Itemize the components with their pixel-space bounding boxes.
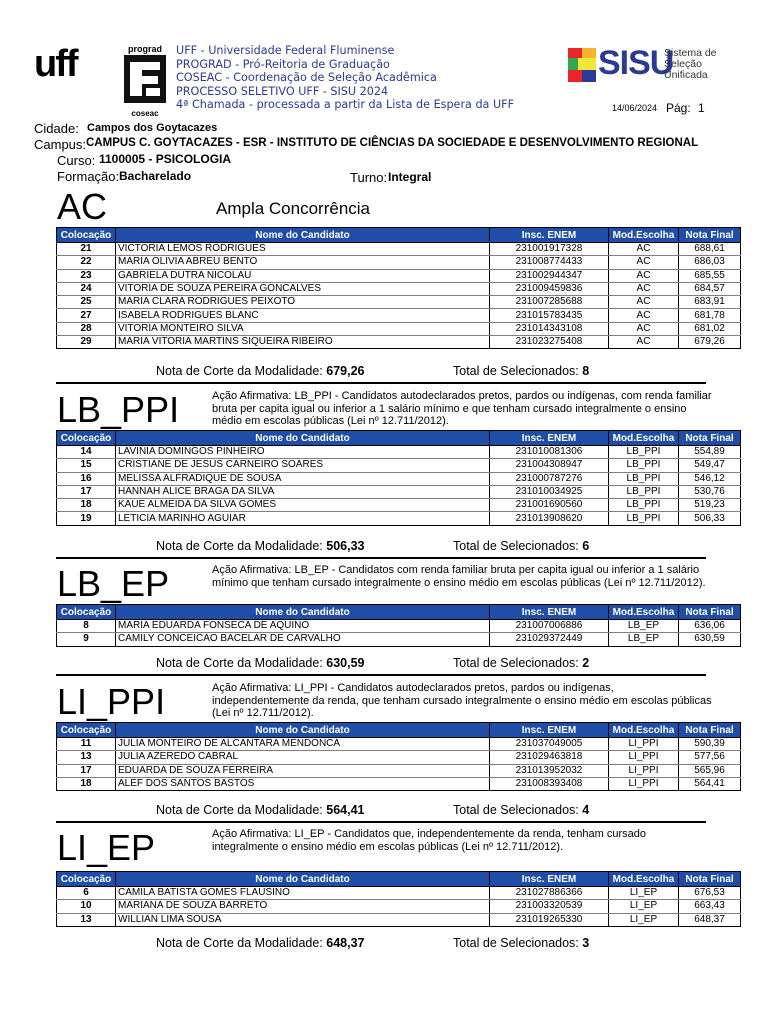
- section-code-lb-ep: LB_EP: [57, 563, 170, 604]
- section-desc-lb-ppi: Ação Afirmativa: LB_PPI - Candidatos autodeclarados pretos, pardos ou indígenas, com renda familiar bruta per capita igual ou inferior a 1 salário mínimo e que tenham cursado integralmente o ensino médio em escolas públicas (Lei nº 12.711/2012).: [212, 390, 712, 427]
- cell-colocacao: 27: [57, 309, 116, 322]
- cell-insc-enem: 231009459836: [490, 282, 609, 295]
- cell-colocacao: 28: [57, 322, 116, 335]
- cell-nota-final: 565,96: [679, 764, 741, 777]
- column-header-mod-escolha: Mod.Escolha: [609, 228, 679, 243]
- prograd-logo: [122, 44, 168, 116]
- curso-value: 1100005 - PSICOLOGIA: [99, 152, 232, 166]
- nota-corte-value: 506,33: [326, 539, 365, 553]
- cell-candidate-name: GABRIELA DUTRA NICOLAU: [116, 269, 490, 282]
- cell-nota-final: 648,37: [679, 913, 741, 926]
- cell-colocacao: 21: [57, 243, 116, 256]
- page-number: 1: [698, 101, 705, 115]
- table-row: [57, 633, 741, 646]
- section-divider: [56, 557, 706, 559]
- cell-nota-final: 554,89: [679, 446, 741, 459]
- header-text-block: [176, 44, 556, 112]
- cell-candidate-name: CRISTIANE DE JESUS CARNEIRO SOARES: [116, 459, 490, 472]
- cell-insc-enem: 231007006886: [490, 620, 609, 633]
- cell-colocacao: 18: [57, 499, 116, 512]
- cell-candidate-name: VITORIA DE SOUZA PEREIRA GONCALVES: [116, 282, 490, 295]
- results-table-li-ppi: [56, 722, 741, 791]
- cell-candidate-name: CAMILA BATISTA GOMES FLAUSINO: [116, 887, 490, 900]
- column-header-candidate-name: Nome do Candidato: [116, 228, 490, 243]
- cell-nota-final: 684,57: [679, 282, 741, 295]
- prograd-logo-bottom: coseac: [131, 109, 159, 118]
- section-desc-li-ep: Ação Afirmativa: LI_EP - Candidatos que, independentemente da renda, tenham cursado integralmente o ensino médio em escolas públicas (Lei nº 12.711/2012).: [212, 828, 646, 853]
- section-title-ac: Ampla Concorrência: [216, 199, 371, 218]
- cell-nota-final: 686,03: [679, 256, 741, 269]
- cell-candidate-name: WILLIAN LIMA SOUSA: [116, 913, 490, 926]
- nota-corte-label: Nota de Corte da Modalidade:: [156, 364, 323, 378]
- cell-nota-final: 676,53: [679, 887, 741, 900]
- cell-insc-enem: 231029463818: [490, 751, 609, 764]
- section-code-ac: AC: [57, 186, 108, 227]
- table-row: [57, 256, 741, 269]
- nota-corte-li-ep: [156, 936, 365, 950]
- cell-insc-enem: 231003320539: [490, 900, 609, 913]
- cell-insc-enem: 231015783435: [490, 309, 609, 322]
- cell-colocacao: 25: [57, 296, 116, 309]
- cell-candidate-name: MARIA EDUARDA FONSECA DE AQUINO: [116, 620, 490, 633]
- cell-colocacao: 17: [57, 485, 116, 498]
- report-date: 14/06/2024: [612, 103, 658, 113]
- total-label: Total de Selecionados:: [453, 803, 579, 817]
- cell-nota-final: 663,43: [679, 900, 741, 913]
- header-line-5: 4ª Chamada - processada a partir da Lista de Espera da UFF: [176, 98, 515, 112]
- cidade-label: Cidade:: [34, 121, 79, 136]
- sisu-logo-text: SISU: [598, 44, 674, 82]
- cell-insc-enem: 231008774433: [490, 256, 609, 269]
- cell-candidate-name: MARIANA DE SOUZA BARRETO: [116, 900, 490, 913]
- cell-mod-escolha: AC: [609, 296, 679, 309]
- table-row: [57, 459, 741, 472]
- cell-mod-escolha: LB_PPI: [609, 512, 679, 525]
- nota-corte-lb-ep: [156, 656, 365, 670]
- cell-colocacao: 29: [57, 336, 116, 349]
- table-header-row: [57, 431, 741, 446]
- total-value: 8: [582, 364, 590, 378]
- cell-candidate-name: JULIA MONTEIRO DE ALCANTARA MENDONCA: [116, 738, 490, 751]
- cell-mod-escolha: LB_EP: [609, 620, 679, 633]
- cell-nota-final: 630,59: [679, 633, 741, 646]
- column-header-insc-enem: Insc. ENEM: [490, 872, 609, 887]
- uff-logo-text: uff: [34, 43, 77, 85]
- cell-colocacao: 11: [57, 738, 116, 751]
- cell-candidate-name: MELISSA ALFRADIQUE DE SOUSA: [116, 472, 490, 485]
- cell-mod-escolha: AC: [609, 256, 679, 269]
- table-row: [57, 777, 741, 790]
- cell-mod-escolha: LB_EP: [609, 633, 679, 646]
- cell-insc-enem: 231010081306: [490, 446, 609, 459]
- cell-mod-escolha: AC: [609, 282, 679, 295]
- cell-mod-escolha: LI_PPI: [609, 764, 679, 777]
- cell-nota-final: 683,91: [679, 296, 741, 309]
- table-row: [57, 485, 741, 498]
- cell-colocacao: 23: [57, 269, 116, 282]
- cell-insc-enem: 231014343108: [490, 322, 609, 335]
- column-header-colocacao: Colocação: [57, 228, 116, 243]
- total-li-ep: [453, 936, 589, 950]
- table-row: [57, 620, 741, 633]
- cell-mod-escolha: LI_EP: [609, 887, 679, 900]
- sisu-caption-3: Unificada: [664, 69, 708, 81]
- cell-colocacao: 16: [57, 472, 116, 485]
- formacao-value: Bacharelado: [119, 169, 192, 183]
- cell-nota-final: 681,78: [679, 309, 741, 322]
- cell-colocacao: 13: [57, 751, 116, 764]
- cidade-value: Campos dos Goytacazes: [87, 122, 218, 134]
- cell-colocacao: 22: [57, 256, 116, 269]
- cell-candidate-name: LETICIA MARINHO AGUIAR: [116, 512, 490, 525]
- total-label: Total de Selecionados:: [453, 539, 579, 553]
- cell-insc-enem: 231008393408: [490, 777, 609, 790]
- column-header-mod-escolha: Mod.Escolha: [609, 723, 679, 738]
- cell-insc-enem: 231029372449: [490, 633, 609, 646]
- column-header-colocacao: Colocação: [57, 872, 116, 887]
- nota-corte-label: Nota de Corte da Modalidade:: [156, 936, 323, 950]
- cell-nota-final: 546,12: [679, 472, 741, 485]
- total-li-ppi: [453, 803, 589, 817]
- cell-nota-final: 636,06: [679, 620, 741, 633]
- cell-nota-final: 685,55: [679, 269, 741, 282]
- cell-mod-escolha: LB_PPI: [609, 459, 679, 472]
- nota-corte-ac: [156, 364, 365, 378]
- total-value: 6: [582, 539, 590, 553]
- cell-mod-escolha: LI_PPI: [609, 777, 679, 790]
- cell-mod-escolha: AC: [609, 243, 679, 256]
- cell-insc-enem: 231019265330: [490, 913, 609, 926]
- cell-nota-final: 519,23: [679, 499, 741, 512]
- column-header-nota-final: Nota Final: [679, 872, 741, 887]
- cell-mod-escolha: LI_PPI: [609, 738, 679, 751]
- cell-mod-escolha: AC: [609, 322, 679, 335]
- total-lb-ep: [453, 656, 589, 670]
- cell-candidate-name: HANNAH ALICE BRAGA DA SILVA: [116, 485, 490, 498]
- table-header-row: [57, 228, 741, 243]
- cell-candidate-name: VITORIA MONTEIRO SILVA: [116, 322, 490, 335]
- section-code-li-ppi: LI_PPI: [57, 681, 166, 722]
- prograd-logo-top: prograd: [127, 44, 162, 54]
- cell-candidate-name: ALEF DOS SANTOS BASTOS: [116, 777, 490, 790]
- cell-colocacao: 8: [57, 620, 116, 633]
- cell-mod-escolha: LI_EP: [609, 913, 679, 926]
- column-header-nota-final: Nota Final: [679, 605, 741, 620]
- section-divider: [56, 821, 706, 823]
- cell-candidate-name: CAMILY CONCEICAO BACELAR DE CARVALHO: [116, 633, 490, 646]
- cell-nota-final: 530,76: [679, 485, 741, 498]
- page-label: Pág:: [666, 101, 691, 115]
- table-row: [57, 322, 741, 335]
- cell-mod-escolha: LI_PPI: [609, 751, 679, 764]
- cell-nota-final: 549,47: [679, 459, 741, 472]
- cell-insc-enem: 231027886366: [490, 887, 609, 900]
- header-line-4: PROCESSO SELETIVO UFF - SISU 2024: [176, 84, 389, 98]
- section-desc-li-ppi: Ação Afirmativa: LI_PPI - Candidatos autodeclarados pretos, pardos ou indígenas, independentemente da renda, que tenham cursado integralmente o ensino médio em escolas públicas (Lei nº 12.711/2012).: [212, 682, 712, 719]
- cell-insc-enem: 231000787276: [490, 472, 609, 485]
- nota-corte-value: 648,37: [326, 936, 365, 950]
- section-code-li-ep: LI_EP: [57, 827, 156, 868]
- table-row: [57, 764, 741, 777]
- cell-colocacao: 14: [57, 446, 116, 459]
- total-label: Total de Selecionados:: [453, 364, 579, 378]
- sisu-caption-2: Seleção: [664, 58, 702, 70]
- header-line-3: COSEAC - Coordenação de Seleção Acadêmica: [176, 71, 437, 85]
- total-value: 4: [582, 803, 590, 817]
- column-header-mod-escolha: Mod.Escolha: [609, 431, 679, 446]
- section-desc-lb-ep: Ação Afirmativa: LB_EP - Candidatos com renda familiar bruta per capita igual ou inferior a 1 salário mínimo que tenham cursado integralmente o ensino médio em escolas públicas (Lei nº 12.711/2012).: [212, 564, 706, 589]
- campus-label: Campus:: [34, 137, 87, 152]
- table-row: [57, 751, 741, 764]
- cell-insc-enem: 231013952032: [490, 764, 609, 777]
- cell-mod-escolha: LB_PPI: [609, 472, 679, 485]
- table-row: [57, 499, 741, 512]
- results-table-lb-ep: [56, 604, 741, 647]
- cell-colocacao: 24: [57, 282, 116, 295]
- cell-candidate-name: JULIA AZEREDO CABRAL: [116, 751, 490, 764]
- column-header-candidate-name: Nome do Candidato: [116, 605, 490, 620]
- sisu-caption-1: Sistema de: [664, 47, 717, 59]
- total-ac: [453, 364, 589, 378]
- column-header-insc-enem: Insc. ENEM: [490, 605, 609, 620]
- cell-insc-enem: 231013908620: [490, 512, 609, 525]
- formacao-label: Formação:: [57, 169, 120, 184]
- cell-nota-final: 688,61: [679, 243, 741, 256]
- table-header-row: [57, 872, 741, 887]
- sisu-logo: [566, 46, 726, 86]
- cell-candidate-name: MARIA OLIVIA ABREU BENTO: [116, 256, 490, 269]
- cell-insc-enem: 231037049005: [490, 738, 609, 751]
- sisu-emblem-icon: [568, 48, 598, 82]
- total-lb-ppi: [453, 539, 589, 553]
- cell-nota-final: 506,33: [679, 512, 741, 525]
- nota-corte-label: Nota de Corte da Modalidade:: [156, 656, 323, 670]
- column-header-insc-enem: Insc. ENEM: [490, 431, 609, 446]
- section-code-lb-ppi: LB_PPI: [57, 389, 180, 430]
- cell-candidate-name: VICTORIA LEMOS RODRIGUES: [116, 243, 490, 256]
- table-row: [57, 282, 741, 295]
- nota-corte-value: 679,26: [326, 364, 365, 378]
- table-row: [57, 269, 741, 282]
- cell-mod-escolha: LB_PPI: [609, 446, 679, 459]
- cell-insc-enem: 231007285688: [490, 296, 609, 309]
- cell-candidate-name: EDUARDA DE SOUZA FERREIRA: [116, 764, 490, 777]
- cell-candidate-name: ISABELA RODRIGUES BLANC: [116, 309, 490, 322]
- column-header-insc-enem: Insc. ENEM: [490, 723, 609, 738]
- results-table-li-ep: [56, 871, 741, 927]
- table-row: [57, 243, 741, 256]
- table-row: [57, 296, 741, 309]
- column-header-candidate-name: Nome do Candidato: [116, 872, 490, 887]
- cell-mod-escolha: LI_EP: [609, 900, 679, 913]
- cell-nota-final: 681,02: [679, 322, 741, 335]
- prograd-emblem-icon: [122, 54, 168, 104]
- column-header-candidate-name: Nome do Candidato: [116, 431, 490, 446]
- table-header-row: [57, 605, 741, 620]
- column-header-mod-escolha: Mod.Escolha: [609, 872, 679, 887]
- table-row: [57, 446, 741, 459]
- nota-corte-li-ppi: [156, 803, 365, 817]
- table-row: [57, 336, 741, 349]
- total-label: Total de Selecionados:: [453, 656, 579, 670]
- column-header-colocacao: Colocação: [57, 605, 116, 620]
- cell-nota-final: 679,26: [679, 336, 741, 349]
- total-value: 3: [582, 936, 590, 950]
- cell-colocacao: 18: [57, 777, 116, 790]
- table-row: [57, 512, 741, 525]
- column-header-insc-enem: Insc. ENEM: [490, 228, 609, 243]
- column-header-colocacao: Colocação: [57, 723, 116, 738]
- table-row: [57, 900, 741, 913]
- cell-candidate-name: MARIA VITORIA MARTINS SIQUEIRA RIBEIRO: [116, 336, 490, 349]
- campus-value: CAMPUS C. GOYTACAZES - ESR - INSTITUTO DE CIÊNCIAS DA SOCIEDADE E DESENVOLVIMENTO REGIONAL: [86, 137, 699, 149]
- cell-mod-escolha: AC: [609, 309, 679, 322]
- results-table-lb-ppi: [56, 430, 741, 526]
- header-line-1: UFF - Universidade Federal Fluminense: [176, 44, 395, 57]
- nota-corte-label: Nota de Corte da Modalidade:: [156, 803, 323, 817]
- cell-mod-escolha: LB_PPI: [609, 499, 679, 512]
- cell-colocacao: 10: [57, 900, 116, 913]
- cell-nota-final: 590,39: [679, 738, 741, 751]
- column-header-nota-final: Nota Final: [679, 431, 741, 446]
- table-row: [57, 913, 741, 926]
- cell-insc-enem: 231004308947: [490, 459, 609, 472]
- nota-corte-value: 630,59: [326, 656, 365, 670]
- nota-corte-lb-ppi: [156, 539, 365, 553]
- section-divider: [56, 674, 706, 676]
- column-header-candidate-name: Nome do Candidato: [116, 723, 490, 738]
- cell-mod-escolha: AC: [609, 269, 679, 282]
- cell-insc-enem: 231023275408: [490, 336, 609, 349]
- cell-mod-escolha: AC: [609, 336, 679, 349]
- turno-value: Integral: [388, 170, 432, 184]
- cell-colocacao: 19: [57, 512, 116, 525]
- cell-colocacao: 13: [57, 913, 116, 926]
- cell-candidate-name: KAUE ALMEIDA DA SILVA GOMES: [116, 499, 490, 512]
- cell-candidate-name: LAVINIA DOMINGOS PINHEIRO: [116, 446, 490, 459]
- turno-label: Turno:: [350, 170, 388, 185]
- column-header-nota-final: Nota Final: [679, 228, 741, 243]
- cell-colocacao: 15: [57, 459, 116, 472]
- section-divider: [56, 382, 706, 384]
- cell-insc-enem: 231010034925: [490, 485, 609, 498]
- table-row: [57, 309, 741, 322]
- cell-nota-final: 577,56: [679, 751, 741, 764]
- cell-colocacao: 6: [57, 887, 116, 900]
- column-header-nota-final: Nota Final: [679, 723, 741, 738]
- cell-insc-enem: 231001917328: [490, 243, 609, 256]
- column-header-mod-escolha: Mod.Escolha: [609, 605, 679, 620]
- cell-insc-enem: 231002944347: [490, 269, 609, 282]
- column-header-colocacao: Colocação: [57, 431, 116, 446]
- cell-colocacao: 17: [57, 764, 116, 777]
- cell-nota-final: 564,41: [679, 777, 741, 790]
- uff-logo: [34, 43, 120, 85]
- table-row: [57, 472, 741, 485]
- nota-corte-label: Nota de Corte da Modalidade:: [156, 539, 323, 553]
- cell-colocacao: 9: [57, 633, 116, 646]
- curso-label: Curso:: [57, 153, 96, 168]
- results-table-ac: [56, 227, 741, 349]
- cell-mod-escolha: LB_PPI: [609, 485, 679, 498]
- table-row: [57, 887, 741, 900]
- table-header-row: [57, 723, 741, 738]
- cell-candidate-name: MARIA CLARA RODRIGUES PEIXOTO: [116, 296, 490, 309]
- nota-corte-value: 564,41: [326, 803, 365, 817]
- cell-insc-enem: 231001690560: [490, 499, 609, 512]
- header-line-2: PROGRAD - Pró-Reitoria de Graduação: [176, 57, 390, 71]
- total-value: 2: [582, 656, 590, 670]
- table-row: [57, 738, 741, 751]
- total-label: Total de Selecionados:: [453, 936, 579, 950]
